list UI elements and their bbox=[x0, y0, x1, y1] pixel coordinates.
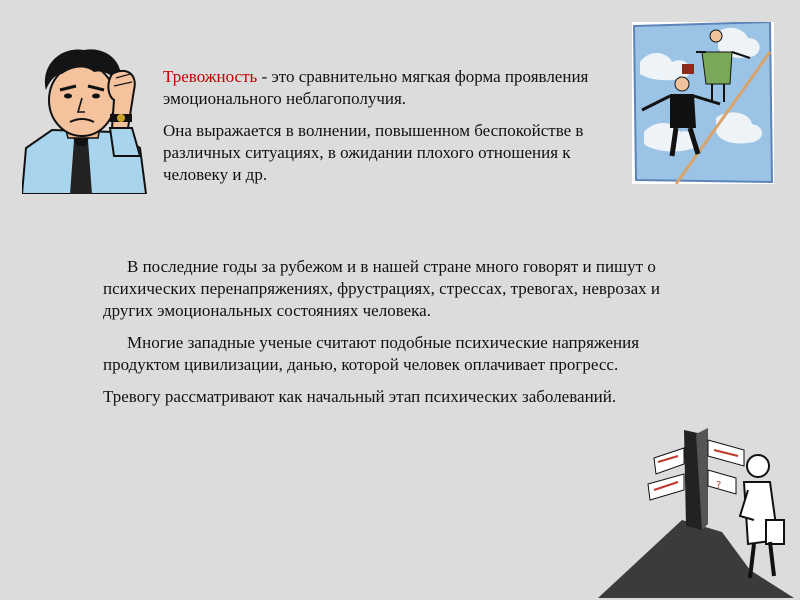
body-paragraph-1: В последние годы за рубежом и в нашей стране много говорят и пишут о психических перенапряжениях, фрустрациях, стрессах, тревогах, неврозах и других эмоциональных состояниях человека. bbox=[103, 257, 661, 320]
definition-text: это сравнительно мягкая форма проявления эмоционального неблагополучия. bbox=[163, 67, 589, 108]
definition-expression: Она выражается в волнении, повышенном беспокойстве в различных ситуациях, в ожидании плохого отношения к человеку и др. bbox=[163, 121, 584, 184]
worried-man-illustration bbox=[22, 44, 150, 194]
body-paragraph-2: Многие западные ученые считают подобные психические напряжения продуктом цивилизации, данью, которой человек оплачивает прогресс. bbox=[103, 333, 640, 374]
tightrope-walkers-illustration bbox=[632, 22, 774, 184]
body-paragraph-3: Тревогу рассматривают как начальный этап психических заболеваний. bbox=[103, 387, 617, 406]
signpost-illustration bbox=[598, 420, 798, 598]
term-dash: - bbox=[257, 67, 272, 86]
definition-paragraph bbox=[163, 66, 608, 110]
term-anxiety: Тревожность bbox=[163, 67, 258, 86]
definition-block bbox=[163, 66, 608, 196]
svg-text:?: ? bbox=[716, 480, 722, 491]
body-text-block bbox=[103, 256, 693, 418]
